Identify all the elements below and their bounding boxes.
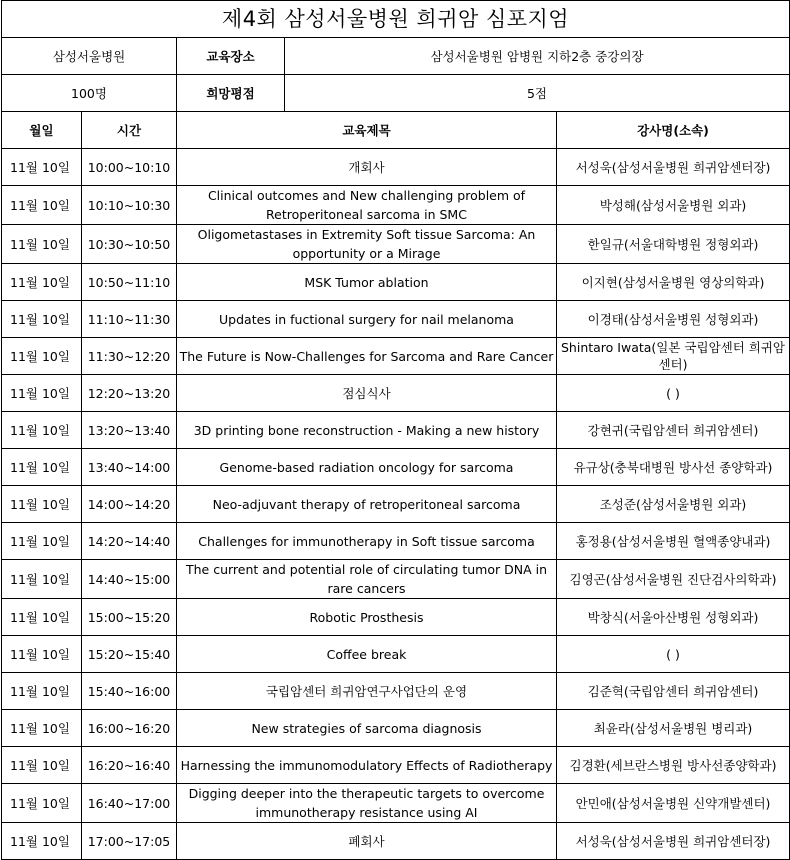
row-time: 16:40~17:00 <box>82 784 177 823</box>
table-row <box>2 636 790 673</box>
row-topic: The Future is Now-Challenges for Sarcoma and Rare Cancer <box>177 338 557 375</box>
row-topic: 개회사 <box>177 149 557 186</box>
symposium-schedule-table <box>1 0 790 860</box>
row-speaker: 홍정용(삼성서울병원 혈액종양내과) <box>557 523 790 560</box>
row-date: 11월 10일 <box>2 747 82 784</box>
table-row <box>2 449 790 486</box>
row-topic: Digging deeper into the therapeutic targets to overcome immunotherapy resistance using AI <box>177 784 557 823</box>
row-time: 11:10~11:30 <box>82 301 177 338</box>
row-time: 16:00~16:20 <box>82 710 177 747</box>
row-time: 17:00~17:05 <box>82 823 177 860</box>
row-speaker: 조성준(삼성서울병원 외과) <box>557 486 790 523</box>
row-time: 10:30~10:50 <box>82 225 177 264</box>
row-speaker: 박창식(서울아산병원 성형외과) <box>557 599 790 636</box>
row-speaker: 최윤라(삼성서울병원 병리과) <box>557 710 790 747</box>
row-topic: Oligometastases in Extremity Soft tissue Sarcoma: An opportunity or a Mirage <box>177 225 557 264</box>
row-time: 14:20~14:40 <box>82 523 177 560</box>
row-topic: Updates in fuctional surgery for nail melanoma <box>177 301 557 338</box>
row-speaker: 안민애(삼성서울병원 신약개발센터) <box>557 784 790 823</box>
table-row <box>2 560 790 599</box>
row-time: 15:40~16:00 <box>82 673 177 710</box>
table-row <box>2 412 790 449</box>
capacity-value: 100명 <box>2 75 177 112</box>
row-date: 11월 10일 <box>2 710 82 747</box>
table-row <box>2 784 790 823</box>
row-topic: Clinical outcomes and New challenging problem of Retroperitoneal sarcoma in SMC <box>177 186 557 225</box>
row-time: 16:20~16:40 <box>82 747 177 784</box>
row-date: 11월 10일 <box>2 560 82 599</box>
credit-label: 희망평점 <box>177 75 285 112</box>
row-time: 15:20~15:40 <box>82 636 177 673</box>
row-date: 11월 10일 <box>2 636 82 673</box>
row-date: 11월 10일 <box>2 375 82 412</box>
row-topic: MSK Tumor ablation <box>177 264 557 301</box>
table-row <box>2 673 790 710</box>
row-speaker: 박성해(삼성서울병원 외과) <box>557 186 790 225</box>
row-speaker: 서성욱(삼성서울병원 희귀암센터장) <box>557 149 790 186</box>
row-date: 11월 10일 <box>2 599 82 636</box>
row-time: 13:20~13:40 <box>82 412 177 449</box>
row-date: 11월 10일 <box>2 673 82 710</box>
table-row <box>2 375 790 412</box>
row-speaker: 강현귀(국립암센터 희귀암센터) <box>557 412 790 449</box>
row-time: 15:00~15:20 <box>82 599 177 636</box>
venue-label: 교육장소 <box>177 38 285 75</box>
row-topic: New strategies of sarcoma diagnosis <box>177 710 557 747</box>
row-date: 11월 10일 <box>2 186 82 225</box>
row-speaker: 김경환(세브란스병원 방사선종양학과) <box>557 747 790 784</box>
header-date: 월일 <box>2 112 82 149</box>
table-row <box>2 599 790 636</box>
table-row <box>2 225 790 264</box>
table-row <box>2 747 790 784</box>
row-speaker: 서성욱(삼성서울병원 희귀암센터장) <box>557 823 790 860</box>
row-time: 12:20~13:20 <box>82 375 177 412</box>
row-topic: 폐회사 <box>177 823 557 860</box>
page-title: 제4회 삼성서울병원 희귀암 심포지엄 <box>2 1 790 38</box>
row-speaker: 유규상(충북대병원 방사선 종양학과) <box>557 449 790 486</box>
row-topic: The current and potential role of circulating tumor DNA in rare cancers <box>177 560 557 599</box>
row-topic: Genome-based radiation oncology for sarcoma <box>177 449 557 486</box>
row-date: 11월 10일 <box>2 523 82 560</box>
row-date: 11월 10일 <box>2 264 82 301</box>
venue-value: 삼성서울병원 암병원 지하2층 중강의장 <box>285 38 790 75</box>
row-date: 11월 10일 <box>2 784 82 823</box>
row-topic: Harnessing the immunomodulatory Effects of Radiotherapy <box>177 747 557 784</box>
row-time: 13:40~14:00 <box>82 449 177 486</box>
row-date: 11월 10일 <box>2 823 82 860</box>
row-speaker: 이경태(삼성서울병원 성형외과) <box>557 301 790 338</box>
row-time: 11:30~12:20 <box>82 338 177 375</box>
row-topic: Coffee break <box>177 636 557 673</box>
row-speaker: 김준혁(국립암센터 희귀암센터) <box>557 673 790 710</box>
row-date: 11월 10일 <box>2 486 82 523</box>
row-date: 11월 10일 <box>2 449 82 486</box>
row-time: 10:00~10:10 <box>82 149 177 186</box>
row-time: 10:10~10:30 <box>82 186 177 225</box>
row-date: 11월 10일 <box>2 225 82 264</box>
row-speaker: 이지현(삼성서울병원 영상의학과) <box>557 264 790 301</box>
table-row <box>2 186 790 225</box>
table-row <box>2 301 790 338</box>
row-topic: Neo-adjuvant therapy of retroperitoneal sarcoma <box>177 486 557 523</box>
table-row <box>2 338 790 375</box>
header-time: 시간 <box>82 112 177 149</box>
row-speaker: Shintaro Iwata(일본 국립암센터 희귀암센터) <box>557 338 790 375</box>
table-row <box>2 710 790 747</box>
row-time: 14:00~14:20 <box>82 486 177 523</box>
row-topic: Robotic Prosthesis <box>177 599 557 636</box>
row-speaker: 한일규(서울대학병원 정형외과) <box>557 225 790 264</box>
table-row <box>2 149 790 186</box>
row-topic: 점심식사 <box>177 375 557 412</box>
row-speaker: ( ) <box>557 375 790 412</box>
row-date: 11월 10일 <box>2 338 82 375</box>
header-speaker: 강사명(소속) <box>557 112 790 149</box>
header-topic: 교육제목 <box>177 112 557 149</box>
row-topic: 3D printing bone reconstruction - Making a new history <box>177 412 557 449</box>
row-date: 11월 10일 <box>2 301 82 338</box>
row-time: 10:50~11:10 <box>82 264 177 301</box>
row-date: 11월 10일 <box>2 412 82 449</box>
credit-value: 5점 <box>285 75 790 112</box>
row-speaker: ( ) <box>557 636 790 673</box>
table-row <box>2 523 790 560</box>
table-row <box>2 264 790 301</box>
row-time: 14:40~15:00 <box>82 560 177 599</box>
table-row <box>2 486 790 523</box>
row-speaker: 김영곤(삼성서울병원 진단검사의학과) <box>557 560 790 599</box>
row-topic: 국립암센터 희귀암연구사업단의 운영 <box>177 673 557 710</box>
host-value: 삼성서울병원 <box>2 38 177 75</box>
row-date: 11월 10일 <box>2 149 82 186</box>
row-topic: Challenges for immunotherapy in Soft tissue sarcoma <box>177 523 557 560</box>
